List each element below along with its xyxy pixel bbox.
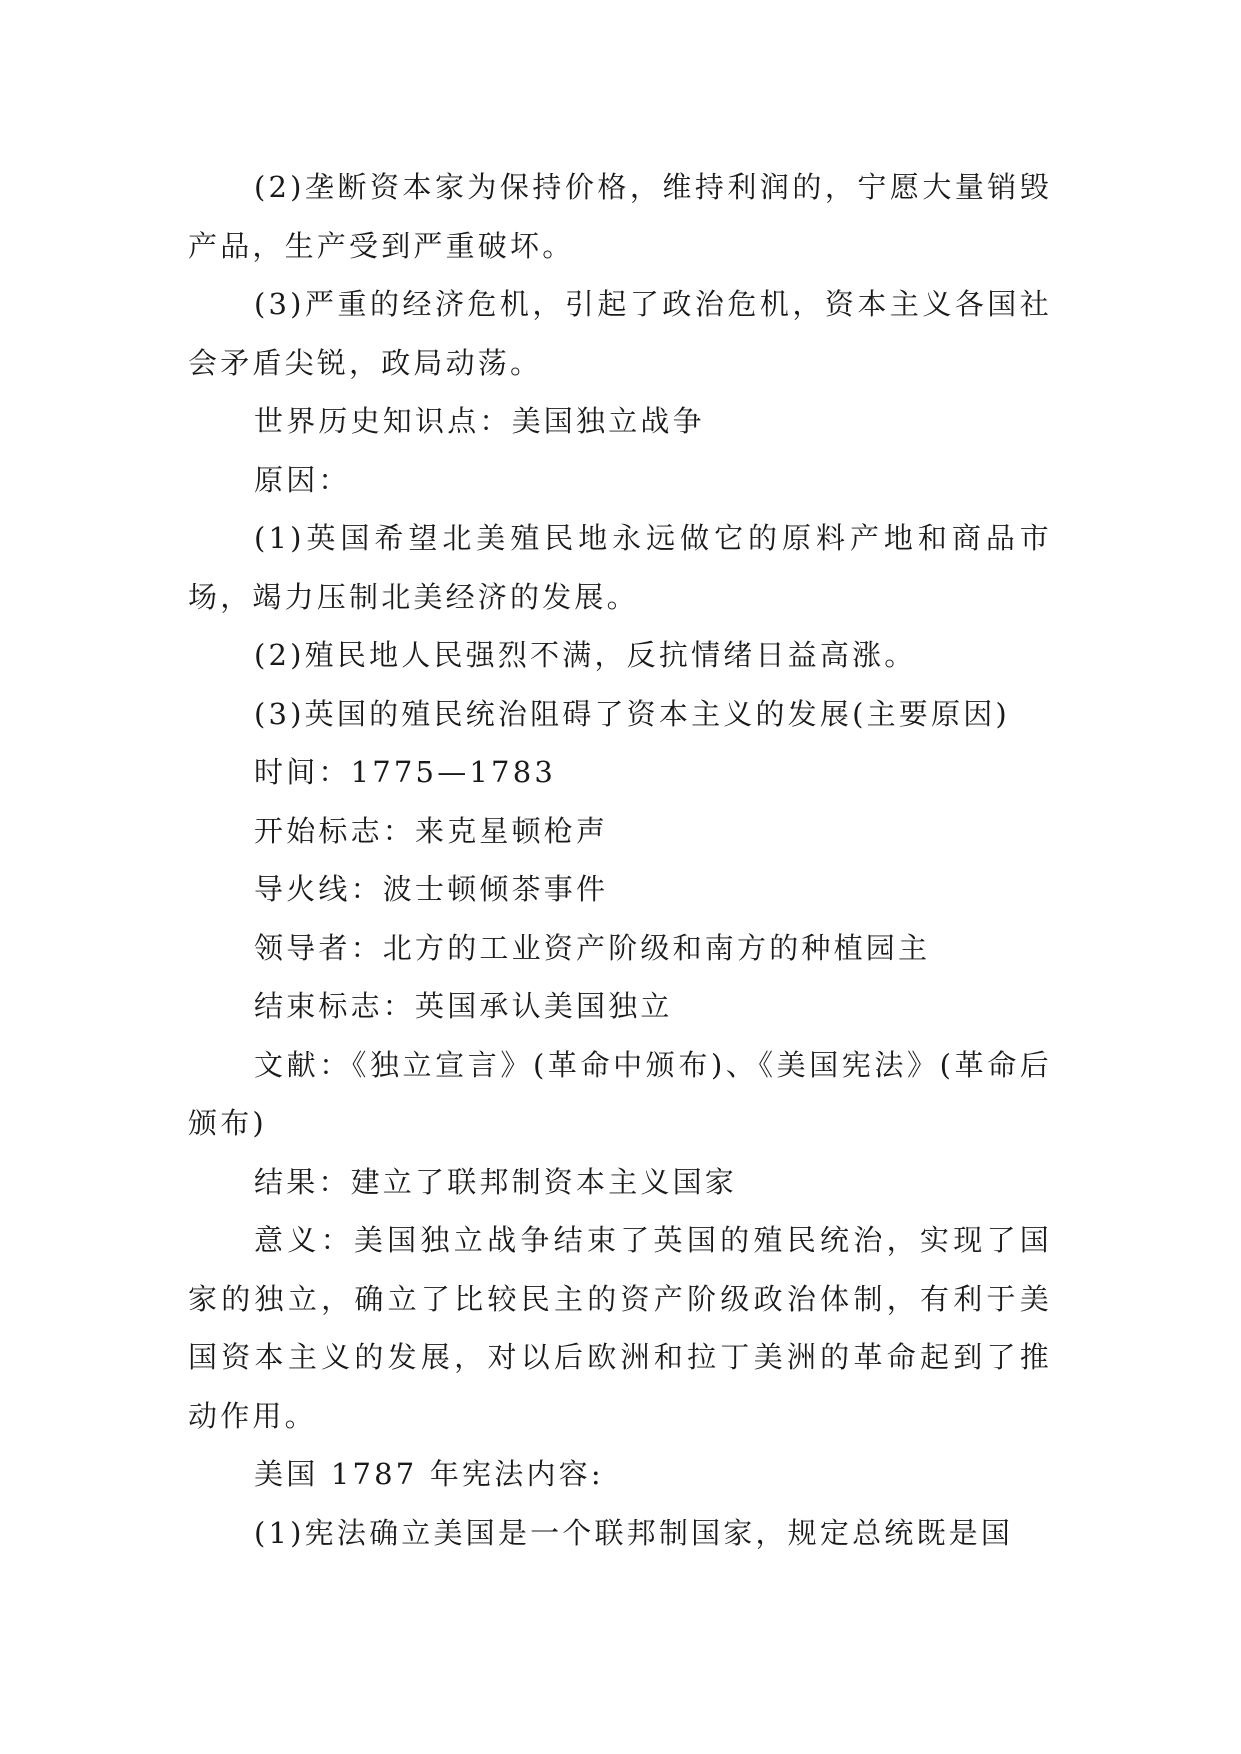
paragraph-monopoly-destroy-products: (2)垄断资本家为保持价格，维持利润的，宁愿大量销毁产品，生产受到严重破坏。 <box>188 170 1052 263</box>
start-marker-line: 开始标志：来克星顿枪声 <box>254 813 609 848</box>
documents-line: 文献：《独立宣言》(革命中颁布)、《美国宪法》(革命后颁布) <box>188 1047 1052 1140</box>
result-line: 结果：建立了联邦制资本主义国家 <box>254 1164 738 1199</box>
constitution-heading: 美国 1787 年宪法内容: <box>254 1457 604 1491</box>
paragraph-political-crisis: (3)严重的经济危机，引起了政治危机，资本主义各国社会矛盾尖锐，政局动荡。 <box>188 287 1052 380</box>
trigger-line: 导火线：波士顿倾茶事件 <box>254 872 609 906</box>
time-line: 时间：1775—1783 <box>254 755 557 789</box>
constitution-item-1: (1)宪法确立美国是一个联邦制国家，规定总统既是国 <box>254 1515 1014 1550</box>
cause-item-3: (3)英国的殖民统治阻碍了资本主义的发展(主要原因) <box>254 696 1010 731</box>
cause-item-2: (2)殖民地人民强烈不满，反抗情绪日益高涨。 <box>254 638 917 672</box>
significance-paragraph: 意义：美国独立战争结束了英国的殖民统治，实现了国家的独立，确立了比较民主的资产阶级政治体制，有利于美国资本主义的发展，对以后欧洲和拉丁美洲的革命起到了推动作用。 <box>188 1223 1052 1433</box>
section-heading: 世界历史知识点：美国独立战争 <box>254 404 705 438</box>
causes-label: 原因： <box>254 462 351 497</box>
end-marker-line: 结束标志：英国承认美国独立 <box>254 989 673 1023</box>
document-body <box>188 158 1052 1562</box>
cause-item-1: (1)英国希望北美殖民地永远做它的原料产地和商品市场，竭力压制北美经济的发展。 <box>188 521 1052 614</box>
leaders-line: 领导者：北方的工业资产阶级和南方的种植园主 <box>254 930 931 965</box>
